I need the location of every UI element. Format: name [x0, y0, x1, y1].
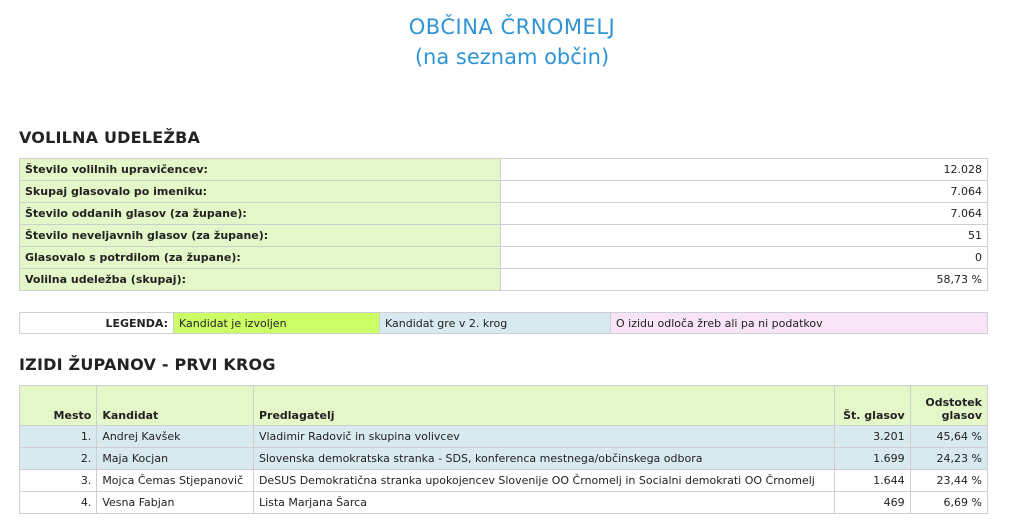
turnout-value: 51 [501, 225, 988, 247]
turnout-label: Število neveljavnih glasov (za župane): [20, 225, 501, 247]
turnout-value: 7.064 [501, 203, 988, 225]
table-row [20, 492, 988, 514]
cell-kandidat: Mojca Čemas Stjepanovič [97, 470, 254, 492]
column-header-st-glasov: Št. glasov [835, 386, 910, 426]
column-header-predlagatelj: Predlagatelj [253, 386, 834, 426]
cell-st-glasov: 1.699 [835, 448, 910, 470]
cell-st-glasov: 1.644 [835, 470, 910, 492]
cell-predlagatelj: DeSUS Demokratična stranka upokojencev Slovenije OO Črnomelj in Socialni demokrati OO Črnomelj [253, 470, 834, 492]
turnout-value: 0 [501, 247, 988, 269]
legend-row [20, 313, 988, 334]
table-header-row [20, 386, 988, 426]
table-row [20, 159, 988, 181]
turnout-table [19, 158, 988, 291]
cell-mesto: 1. [20, 426, 97, 448]
turnout-label: Število oddanih glasov (za župane): [20, 203, 501, 225]
legend-runoff: Kandidat gre v 2. krog [380, 313, 611, 334]
turnout-value: 12.028 [501, 159, 988, 181]
legend-elected: Kandidat je izvoljen [174, 313, 380, 334]
cell-odstotek: 24,23 % [910, 448, 987, 470]
turnout-label: Volilna udeležba (skupaj): [20, 269, 501, 291]
table-row [20, 470, 988, 492]
cell-predlagatelj: Slovenska demokratska stranka - SDS, konferenca mestnega/občinskega odbora [253, 448, 834, 470]
cell-odstotek: 6,69 % [910, 492, 987, 514]
results-table [19, 385, 988, 514]
cell-st-glasov: 469 [835, 492, 910, 514]
legend-label: LEGENDA: [20, 313, 174, 334]
cell-predlagatelj: Lista Marjana Šarca [253, 492, 834, 514]
cell-kandidat: Vesna Fabjan [97, 492, 254, 514]
table-row [20, 448, 988, 470]
cell-predlagatelj: Vladimir Radovič in skupina volivcev [253, 426, 834, 448]
cell-odstotek: 23,44 % [910, 470, 987, 492]
legend-table [19, 312, 988, 334]
table-row [20, 225, 988, 247]
turnout-label: Glasovalo s potrdilom (za župane): [20, 247, 501, 269]
table-row [20, 247, 988, 269]
table-row [20, 181, 988, 203]
cell-mesto: 4. [20, 492, 97, 514]
table-row [20, 426, 988, 448]
cell-kandidat: Maja Kocjan [97, 448, 254, 470]
cell-st-glasov: 3.201 [835, 426, 910, 448]
cell-odstotek: 45,64 % [910, 426, 987, 448]
cell-mesto: 3. [20, 470, 97, 492]
results-heading: IZIDI ŽUPANOV - PRVI KROG [19, 355, 276, 374]
legend-draw: O izidu odloča žreb ali pa ni podatkov [611, 313, 988, 334]
turnout-label: Skupaj glasovalo po imeniku: [20, 181, 501, 203]
page-title: OBČINA ČRNOMELJ [408, 15, 616, 39]
turnout-value: 58,73 % [501, 269, 988, 291]
table-row [20, 269, 988, 291]
turnout-value: 7.064 [501, 181, 988, 203]
cell-mesto: 2. [20, 448, 97, 470]
turnout-heading: VOLILNA UDELEŽBA [19, 128, 201, 147]
column-header-odstotek: Odstotek glasov [910, 386, 987, 426]
table-row [20, 203, 988, 225]
turnout-label: Število volilnih upravičencev: [20, 159, 501, 181]
column-header-kandidat: Kandidat [97, 386, 254, 426]
column-header-mesto: Mesto [20, 386, 97, 426]
back-to-municipalities-link[interactable]: (na seznam občin) [414, 45, 610, 69]
cell-kandidat: Andrej Kavšek [97, 426, 254, 448]
